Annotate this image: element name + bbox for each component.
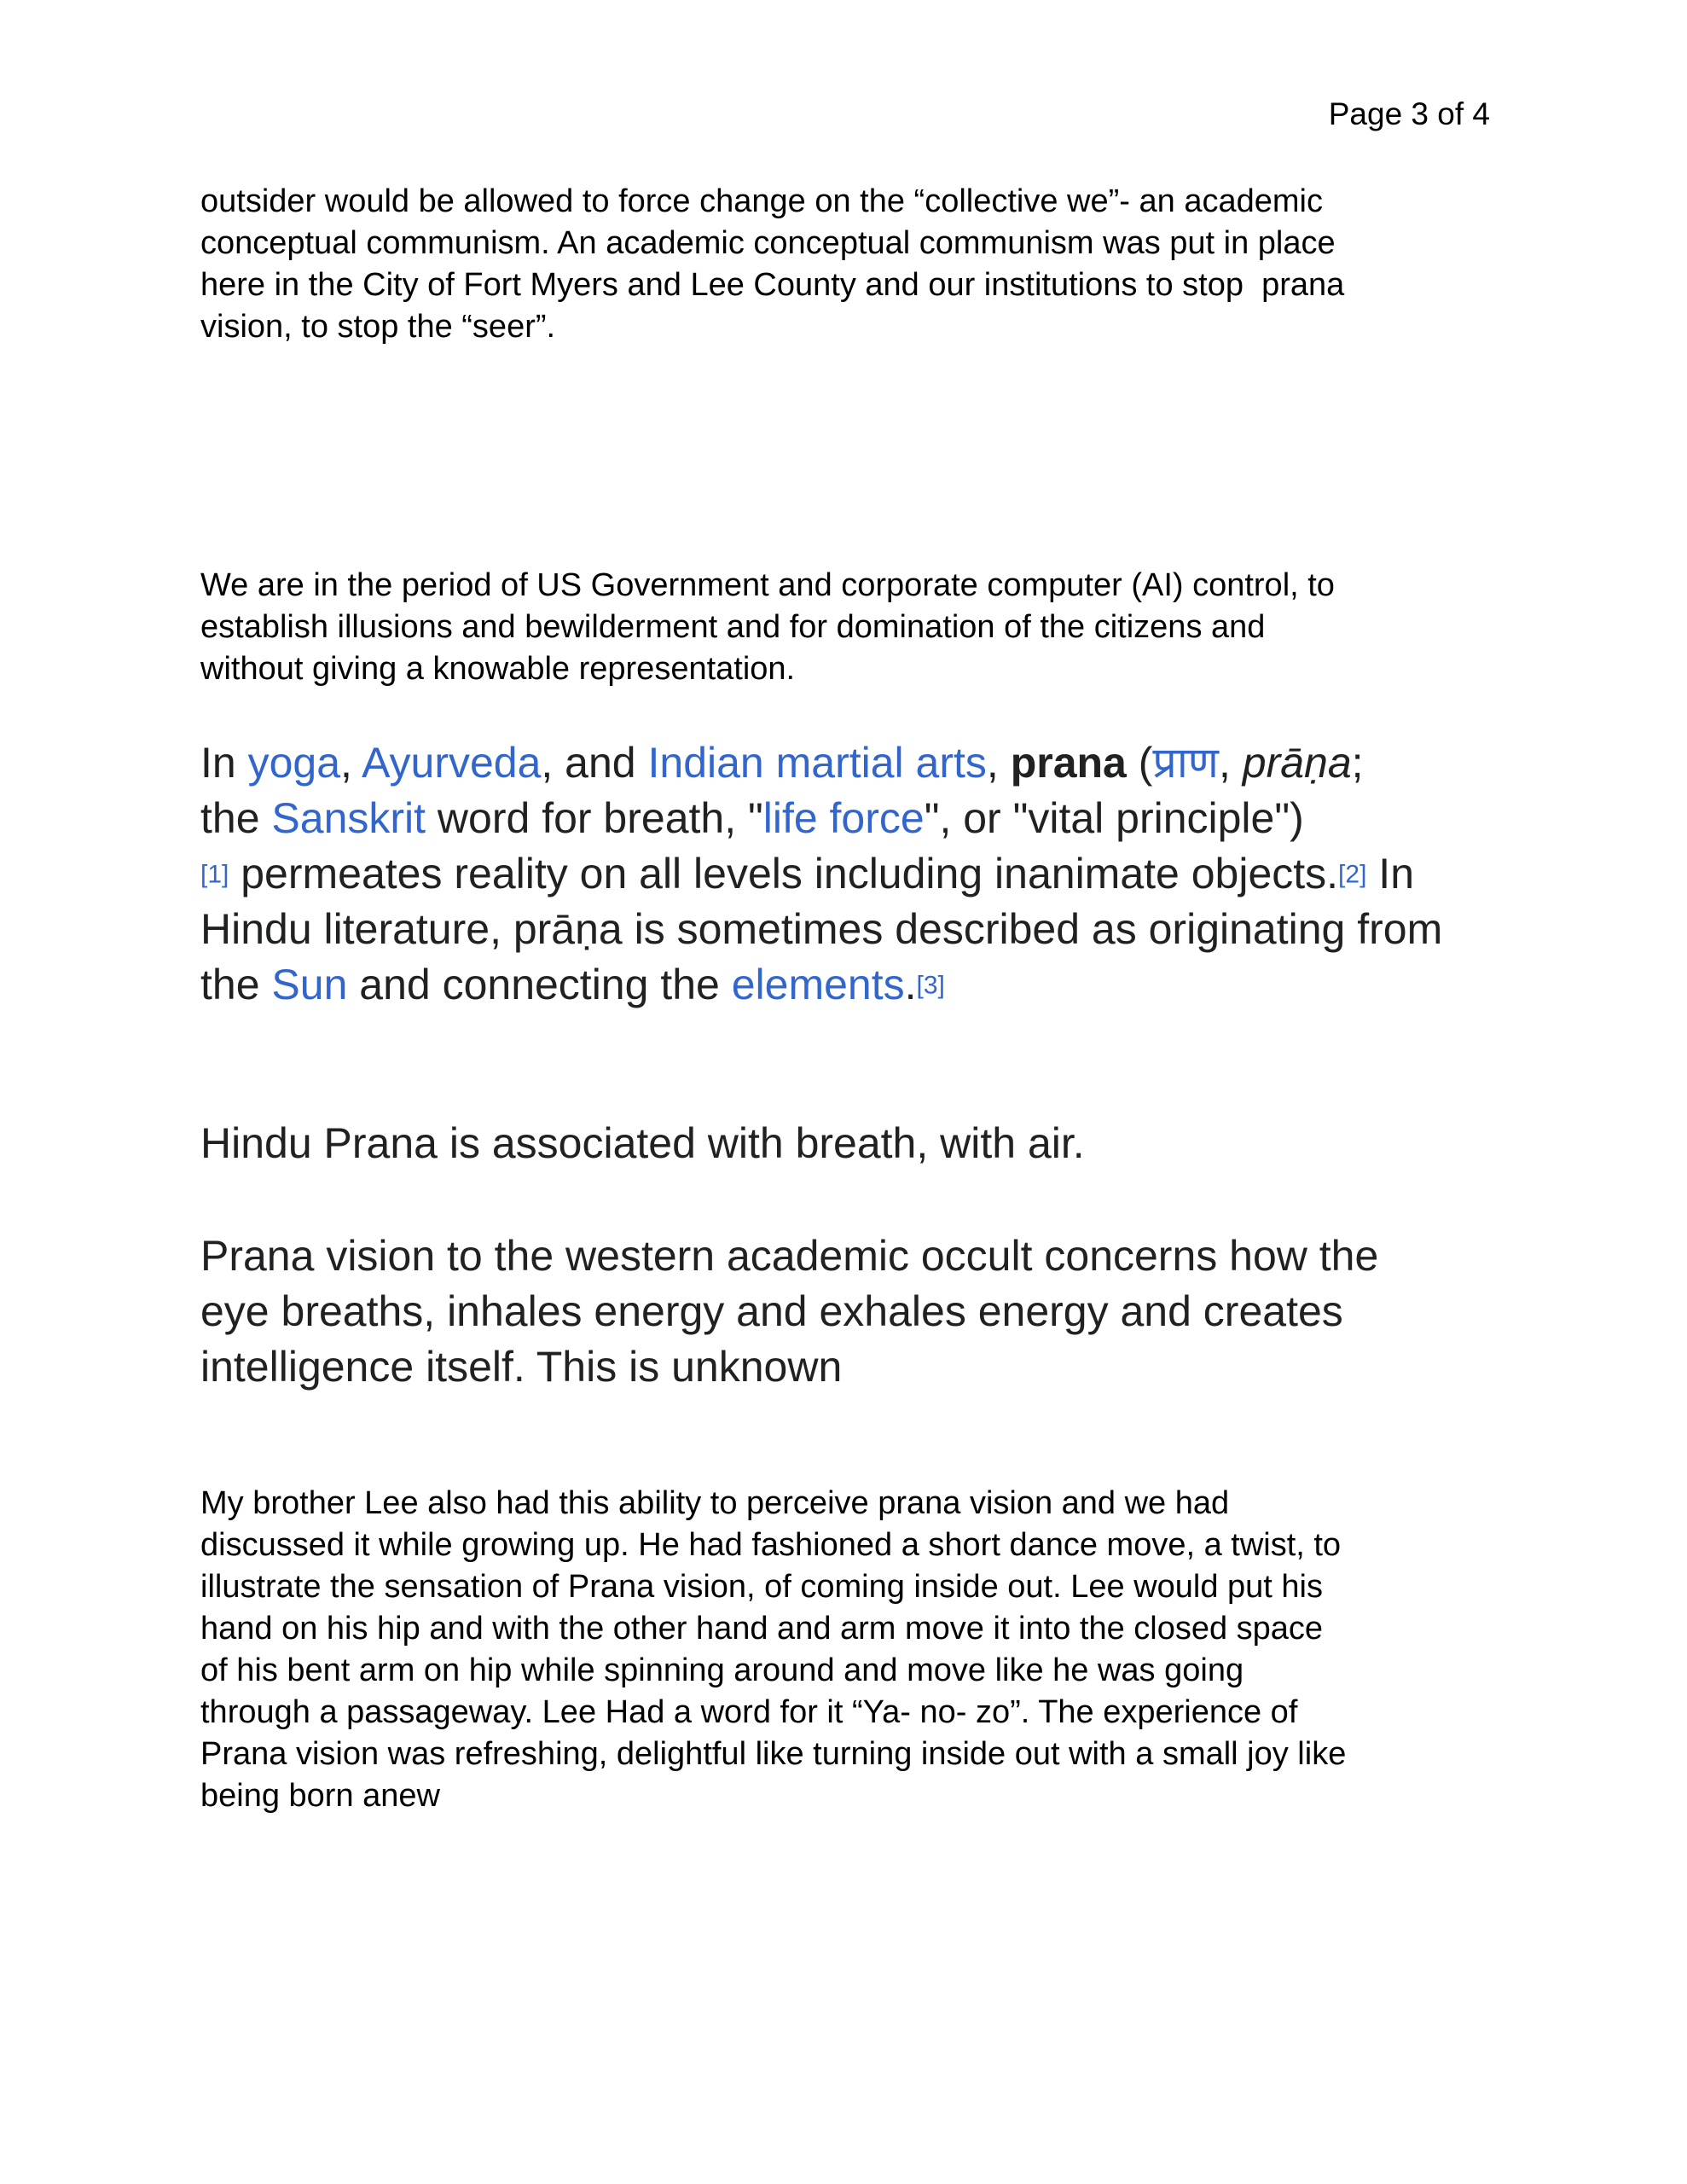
text-line — [200, 957, 1505, 1013]
text-segment: here in the City of Fort Myers and Lee County and our institutions to stop prana — [200, 267, 1345, 303]
text-line — [200, 1339, 1505, 1395]
text-segment: establish illusions and bewilderment and for domination of the citizens and — [200, 609, 1266, 645]
text-line — [200, 1566, 1505, 1608]
text-segment: eye breaths, inhales energy and exhales energy and creates — [200, 1287, 1343, 1335]
text-segment: Hindu Prana is associated with breath, with air. — [200, 1119, 1085, 1167]
text-line — [200, 1483, 1505, 1525]
text-line — [200, 1525, 1505, 1566]
link-life-force[interactable]: life force — [762, 794, 925, 842]
text-line — [200, 1775, 1505, 1817]
text-line — [200, 902, 1505, 957]
text-segment: Hindu literature, prāṇa is sometimes described as originating from — [200, 905, 1443, 954]
text-segment: of his bent arm on hip while spinning around and move like he was going — [200, 1653, 1244, 1688]
text-line — [200, 648, 1505, 690]
text-line — [200, 1608, 1505, 1650]
para-prana-vision — [200, 1228, 1505, 1395]
text-segment: prana — [1010, 739, 1127, 787]
text-line — [200, 264, 1505, 306]
text-segment: In — [1366, 850, 1414, 897]
text-segment: outsider would be allowed to force change on the “collective we”- an academic — [200, 183, 1323, 219]
text-segment: ( — [1126, 739, 1153, 787]
text-segment: ; — [1351, 739, 1364, 787]
link-indian-martial-arts[interactable]: Indian martial arts — [647, 739, 987, 787]
text-line — [200, 1228, 1505, 1284]
text-segment: word for breath, " — [426, 794, 763, 842]
para-collective-we — [200, 181, 1505, 348]
para-ai-control — [200, 565, 1505, 690]
text-line — [200, 306, 1505, 348]
text-line — [200, 607, 1505, 648]
text-segment: through a passageway. Lee Had a word for it “Ya- no- zo”. The experience of — [200, 1694, 1298, 1730]
text-segment: and connecting the — [347, 961, 732, 1009]
link-elements[interactable]: elements — [731, 961, 905, 1009]
text-line — [200, 1650, 1505, 1692]
text-line — [200, 791, 1505, 846]
text-segment: the — [200, 794, 272, 842]
text-line — [200, 1692, 1505, 1734]
text-line — [200, 181, 1505, 223]
text-segment: discussed it while growing up. He had fashioned a short dance move, a twist, to — [200, 1527, 1342, 1563]
page-number-header: Page 3 of 4 — [1328, 96, 1490, 131]
para-hindu-prana — [200, 1116, 1505, 1171]
text-line — [200, 223, 1505, 264]
ref-2[interactable]: [2] — [1338, 860, 1367, 889]
text-line — [200, 565, 1505, 607]
text-segment: , and — [541, 739, 648, 787]
text-segment: . — [904, 961, 917, 1009]
text-segment: , — [1218, 739, 1243, 787]
text-line — [200, 1734, 1505, 1775]
para-prana-definition — [200, 735, 1505, 1014]
text-segment: My brother Lee also had this ability to perceive prana vision and we had — [200, 1485, 1230, 1521]
text-segment: permeates reality on all levels including inanimate objects. — [229, 850, 1339, 897]
link-ayurveda[interactable]: Ayurveda — [362, 739, 542, 787]
text-segment: ", or "vital principle") — [924, 794, 1304, 842]
text-segment: , — [986, 739, 1011, 787]
text-line — [200, 846, 1505, 902]
link-yoga[interactable]: yoga — [247, 739, 341, 787]
text-line — [200, 1284, 1505, 1339]
text-segment: illustrate the sensation of Prana vision, of coming inside out. Lee would put his — [200, 1569, 1323, 1605]
text-segment: , — [340, 739, 362, 787]
ref-1[interactable]: [1] — [200, 860, 229, 889]
text-segment: We are in the period of US Government and corporate computer (AI) control, to — [200, 567, 1335, 603]
link-prana-devanagari[interactable]: प्राण — [1152, 739, 1219, 787]
link-sun[interactable]: Sun — [271, 961, 348, 1009]
text-segment: Prana vision to the western academic occult concerns how the — [200, 1232, 1379, 1280]
text-segment: hand on his hip and with the other hand and arm move it into the closed space — [200, 1611, 1324, 1647]
ref-3[interactable]: [3] — [916, 971, 945, 1000]
text-segment: conceptual communism. An academic conceptual communism was put in place — [200, 225, 1336, 261]
link-sanskrit[interactable]: Sanskrit — [271, 794, 426, 842]
text-segment: being born anew — [200, 1778, 440, 1814]
text-line — [200, 735, 1505, 791]
text-segment: In — [200, 739, 248, 787]
text-segment: without giving a knowable representation. — [200, 651, 796, 687]
text-line — [200, 1116, 1505, 1171]
text-segment: prāṇa — [1242, 739, 1352, 787]
para-brother-lee — [200, 1483, 1505, 1817]
text-segment: Prana vision was refreshing, delightful like turning inside out with a small joy like — [200, 1736, 1347, 1772]
text-segment: vision, to stop the “seer”. — [200, 309, 556, 345]
text-segment: intelligence itself. This is unknown — [200, 1343, 843, 1391]
text-segment: the — [200, 961, 272, 1009]
